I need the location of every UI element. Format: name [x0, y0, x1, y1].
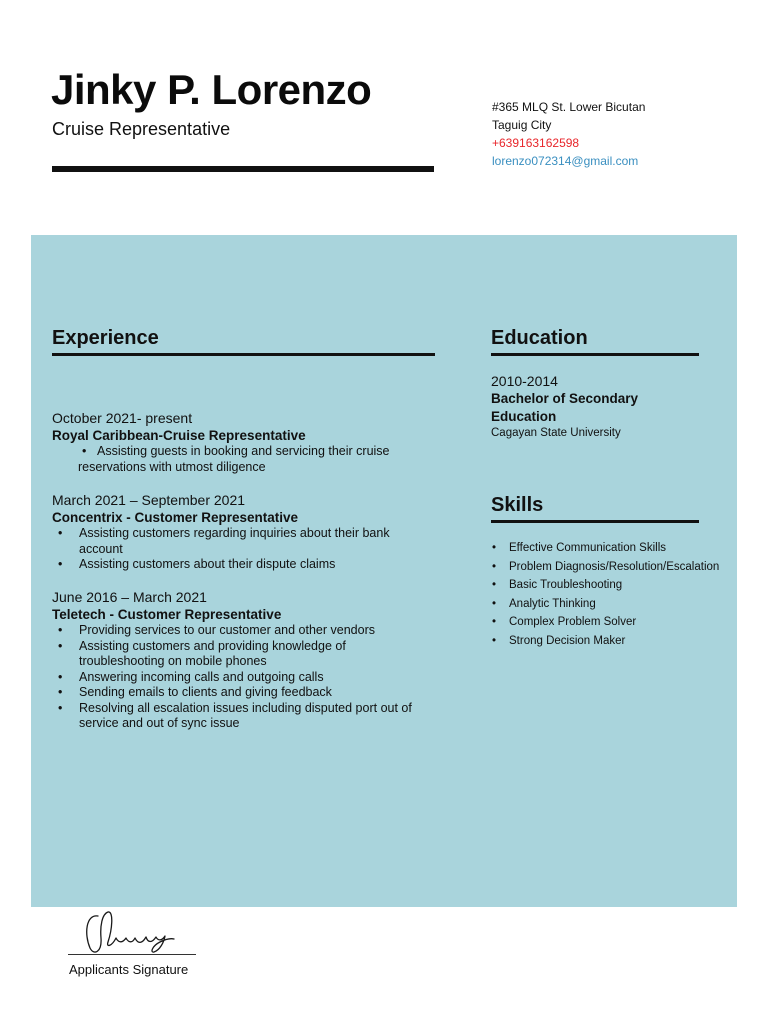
contact-city: Taguig City	[492, 118, 552, 132]
job-entry-concentrix	[52, 491, 434, 573]
education-years: 2010-2014	[491, 373, 558, 389]
contact-block	[492, 98, 645, 170]
skill-item: • Strong Decision Maker	[509, 632, 739, 651]
job-duty-item: • Resolving all escalation issues including disputed port out of service and out of sync issue	[79, 701, 434, 732]
job-duties	[52, 623, 434, 732]
job-title: Teletech - Customer Representative	[52, 607, 282, 622]
signature-label: Applicants Signature	[69, 962, 189, 977]
job-title: Concentrix - Customer Representative	[52, 510, 299, 525]
job-role: Cruise Representative	[52, 119, 231, 139]
job-duty-item: • Providing services to our customer and other vendors	[79, 623, 434, 639]
experience-heading: Experience	[52, 327, 159, 349]
job-dates: October 2021- present	[52, 410, 193, 426]
skill-item: • Effective Communication Skills	[509, 539, 739, 558]
job-title: Royal Caribbean-Cruise Representative	[52, 428, 306, 443]
job-entry-teletech	[52, 588, 434, 732]
handwritten-signature	[68, 908, 208, 958]
contact-email: lorenzo072314@gmail.com	[492, 154, 639, 168]
job-duties	[52, 444, 434, 475]
applicant-name: Jinky P. Lorenzo	[51, 66, 372, 113]
job-duty-item: • Answering incoming calls and outgoing calls	[79, 670, 434, 686]
job-duty-item: • Assisting customers about their dispute claims	[79, 557, 434, 573]
skills-list	[491, 539, 739, 650]
job-duty-item: • Sending emails to clients and giving feedback	[79, 685, 434, 701]
contact-address: #365 MLQ St. Lower Bicutan	[492, 100, 646, 114]
skill-item: • Analytic Thinking	[509, 595, 739, 614]
experience-divider	[52, 353, 435, 356]
education-school: Cagayan State University	[491, 427, 621, 439]
job-entry-royal-caribbean	[52, 409, 434, 475]
job-duties	[52, 526, 434, 573]
job-duty-item: • Assisting customers and providing knowledge of troubleshooting on mobile phones	[79, 639, 434, 670]
skills-divider	[491, 520, 699, 523]
signature-line	[68, 954, 196, 955]
education-degree: Bachelor of Secondary Education	[491, 391, 639, 424]
skill-item: • Basic Troubleshooting	[509, 576, 739, 595]
education-heading: Education	[491, 327, 588, 349]
education-divider	[491, 353, 699, 356]
skills-heading: Skills	[491, 494, 544, 516]
job-dates: June 2016 – March 2021	[52, 589, 207, 605]
job-duty-item: • Assisting customers regarding inquiries about their bank account	[79, 526, 434, 557]
education-entry	[491, 372, 701, 441]
job-dates: March 2021 – September 2021	[52, 492, 246, 508]
contact-phone: +639163162598	[492, 136, 580, 150]
job-duty-item: • Assisting guests in booking and servicing their cruise reservations with utmost diligence	[78, 444, 434, 475]
header-divider	[52, 166, 434, 172]
skill-item: • Problem Diagnosis/Resolution/Escalation	[509, 558, 739, 577]
skill-item: • Complex Problem Solver	[509, 613, 739, 632]
